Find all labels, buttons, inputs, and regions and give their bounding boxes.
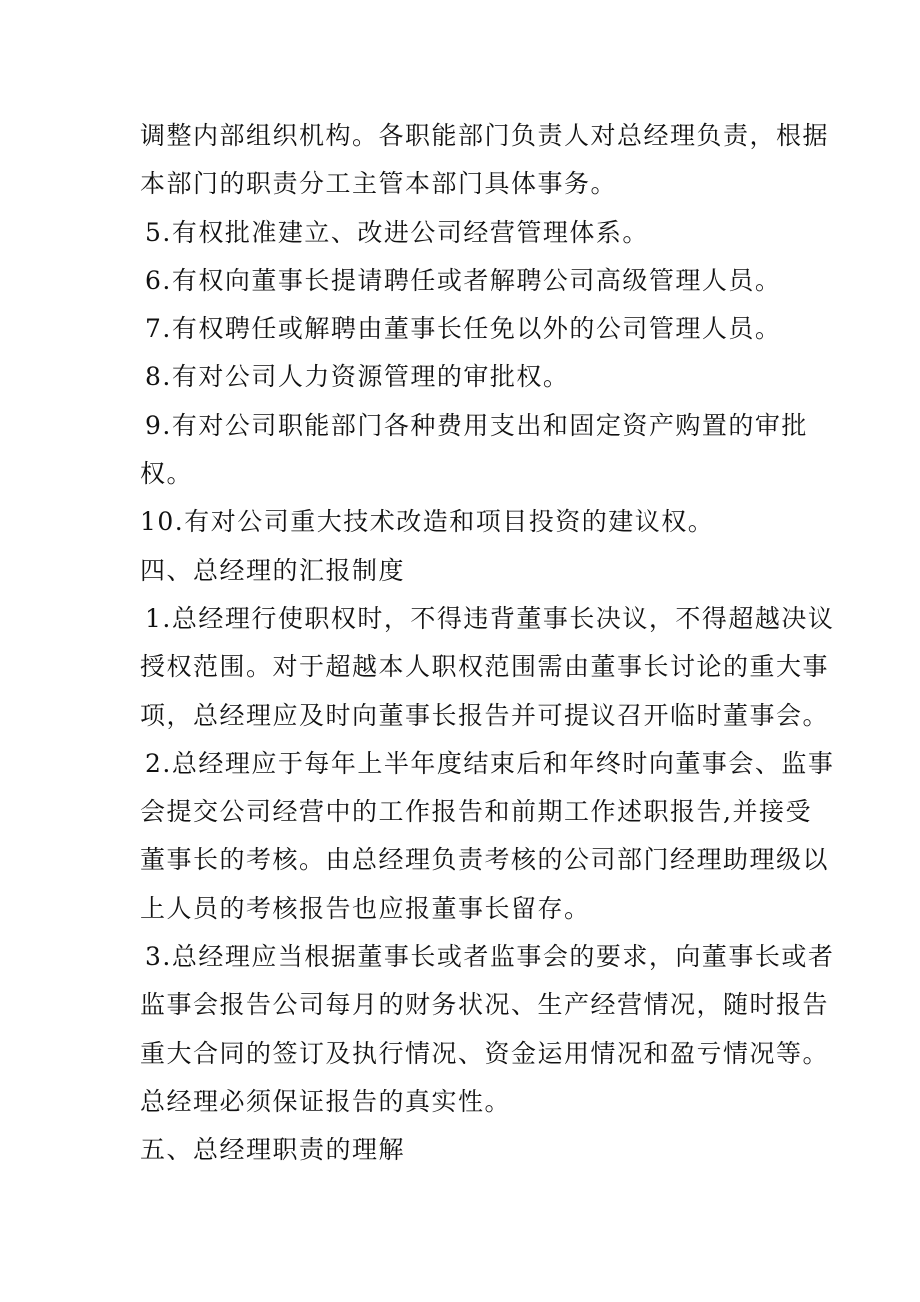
list-item-5: 5.有权批准建立、改进公司经营管理体系。 [145, 217, 649, 247]
list-item-8: 8.有对公司人力资源管理的审批权。 [145, 362, 570, 392]
text-line: 项，总经理应及时向董事长报告并可提议召开临时董事会。 [140, 700, 830, 730]
report-item-1: 1.总经理行使职权时，不得违背董事长决议，不得超越决议 [145, 603, 835, 633]
section-heading-5: 五、总经理职责的理解 [140, 1135, 406, 1165]
report-item-3: 3.总经理应当根据董事长或者监事会的要求，向董事长或者 [145, 942, 835, 972]
text-line: 总经理必须保证报告的真实性。 [140, 1086, 512, 1116]
text-line: 会提交公司经营中的工作报告和前期工作述职报告,并接受 [140, 797, 812, 827]
text-line: 本部门的职责分工主管本部门具体事务。 [140, 169, 618, 199]
text-line: 调整内部组织机构。各职能部门负责人对总经理负责，根据 [140, 121, 830, 150]
document-body [140, 112, 835, 1175]
list-item-6: 6.有权向董事长提请聘任或者解聘公司高级管理人员。 [145, 265, 782, 295]
text-line: 监事会报告公司每月的财务状况、生产经营情况，随时报告 [140, 990, 830, 1020]
text-line: 重大合同的签订及执行情况、资金运用情况和盈亏情况等。 [140, 1038, 830, 1068]
text-line: 董事长的考核。由总经理负责考核的公司部门经理助理级以 [140, 845, 830, 875]
report-item-2: 2.总经理应于每年上半年度结束后和年终时向董事会、监事 [145, 748, 835, 778]
text-line: 授权范围。对于超越本人职权范围需由董事长讨论的重大事 [140, 652, 830, 682]
list-item-10: 10.有对公司重大技术改造和项目投资的建议权。 [140, 507, 715, 537]
list-item-9: 9.有对公司职能部门各种费用支出和固定资产购置的审批 [145, 410, 808, 440]
list-item-7: 7.有权聘任或解聘由董事长任免以外的公司管理人员。 [145, 314, 782, 344]
section-heading-4: 四、总经理的汇报制度 [140, 555, 406, 585]
text-line: 权。 [140, 459, 194, 489]
text-line: 上人员的考核报告也应报董事长留存。 [140, 893, 591, 923]
